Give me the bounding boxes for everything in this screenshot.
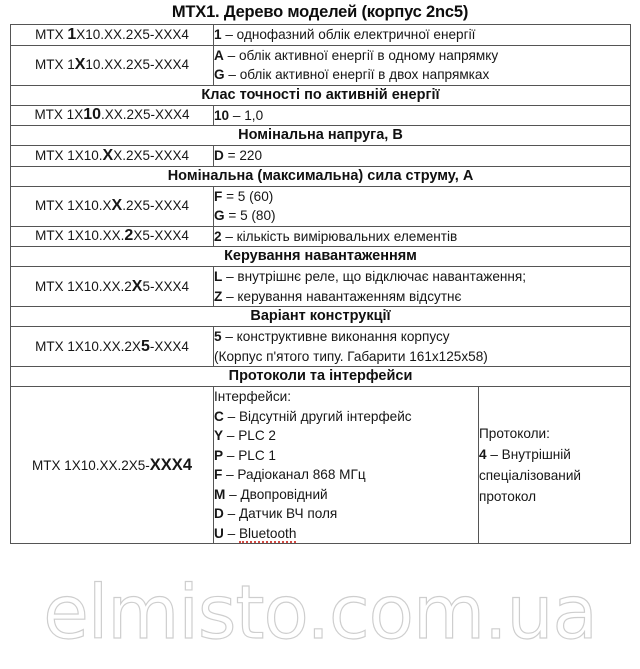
- section-header-row: [11, 166, 631, 186]
- option-key: A: [214, 47, 224, 63]
- description-line: [214, 227, 630, 247]
- option-text: – Відсутній другий інтерфейс: [223, 408, 412, 424]
- model-code-cell: [11, 267, 214, 307]
- table-row: [11, 226, 631, 247]
- code-suffix: X.2X5-XXX4: [113, 147, 189, 163]
- option-text: – однофазний облік електричної енергії: [221, 27, 476, 42]
- option-key: 2: [214, 228, 222, 244]
- description-line: [214, 146, 630, 166]
- protocols-interfaces-row: [11, 387, 631, 544]
- code-suffix: X5-XXX4: [133, 228, 189, 244]
- section-header-row: [11, 247, 631, 267]
- option-key: Y: [214, 428, 224, 443]
- code-highlight: XXX4: [149, 455, 192, 474]
- interface-option: [214, 426, 478, 446]
- model-code-cell: [11, 25, 214, 46]
- model-code-cell: [11, 105, 214, 126]
- page-title: MTX1. Дерево моделей (корпус 2nc5): [171, 3, 469, 21]
- option-key: 1: [214, 27, 222, 42]
- description-line: [214, 267, 630, 287]
- option-text: = 5 (60): [222, 188, 274, 204]
- option-text: – Датчик ВЧ поля: [223, 506, 338, 521]
- option-text: = 220: [223, 148, 263, 163]
- table-row: [11, 186, 631, 226]
- description-line: [214, 106, 630, 126]
- option-key: F: [214, 188, 223, 204]
- model-code-cell: [11, 146, 214, 167]
- option-text: – Двопровідний: [225, 486, 328, 502]
- description-cell: [214, 186, 631, 226]
- section-header-label: Керування навантаженням: [11, 247, 631, 267]
- code-suffix: X10.XX.2X5-XXX4: [76, 26, 189, 42]
- code-suffix: 10.XX.2X5-XXX4: [85, 57, 189, 72]
- option-text: – облік активної енергії в двох напрямках: [224, 67, 490, 82]
- code-suffix: 5-XXX4: [142, 278, 189, 294]
- code-prefix: МТХ 1X10.XX.: [35, 228, 125, 244]
- option-text: – PLC 1: [223, 447, 276, 463]
- table-row: [11, 45, 631, 85]
- option-text: (Корпус п'ятого типу. Габарити 161x125x58): [214, 348, 488, 364]
- description-cell: [214, 45, 631, 85]
- watermark: [0, 556, 640, 669]
- interface-option: [214, 524, 478, 544]
- code-suffix: .XX.2X5-XXX4: [101, 107, 190, 123]
- section-header-label: Протоколи та інтерфейси: [11, 367, 631, 387]
- option-key: 5: [214, 329, 222, 344]
- protocols-cell: [479, 387, 631, 544]
- option-text: = 5 (80): [224, 208, 276, 223]
- code-suffix: -XXX4: [149, 338, 189, 354]
- description-line: [214, 46, 630, 66]
- option-text: – внутрішнє реле, що відключає навантаження;: [222, 269, 527, 284]
- option-key: 10: [214, 107, 230, 123]
- code-prefix: МТХ 1X: [34, 107, 84, 123]
- option-text: – керування навантаженням відсутнє: [222, 288, 462, 304]
- code-prefix: МТХ 1X10.XX.2X: [35, 338, 141, 354]
- table-row: [11, 25, 631, 46]
- model-code-cell: [11, 45, 214, 85]
- section-header-row: [11, 307, 631, 327]
- description-line: [214, 347, 630, 367]
- option-key: G: [214, 67, 225, 82]
- model-code-cell: [11, 327, 214, 367]
- code-highlight: X: [111, 197, 123, 214]
- model-code-cell: [11, 387, 214, 544]
- option-text: – кількість вимірювальних елементів: [221, 228, 458, 244]
- protocol-option: [479, 444, 630, 465]
- model-code-cell: [11, 186, 214, 226]
- code-prefix: МТХ 1X10.: [35, 147, 103, 163]
- option-key: Z: [214, 288, 223, 304]
- option-text: – Внутрішній: [486, 447, 571, 462]
- code-prefix: МТХ 1X10.X: [35, 198, 112, 213]
- description-line: [214, 206, 630, 226]
- option-key: F: [214, 467, 223, 482]
- code-highlight: 2: [124, 227, 134, 245]
- interfaces-cell: [214, 387, 479, 544]
- description-line: [214, 327, 630, 347]
- description-cell: [214, 105, 631, 126]
- code-highlight: 1: [67, 25, 77, 43]
- protocol-option: [479, 486, 630, 507]
- option-key: C: [214, 408, 224, 424]
- interface-option: [214, 485, 478, 505]
- interfaces-heading: Інтерфейси:: [214, 389, 291, 404]
- table-row: [11, 146, 631, 167]
- table-row: [11, 267, 631, 307]
- code-highlight: X: [74, 56, 86, 73]
- option-text: – облік активної енергії в одному напрямку: [223, 47, 499, 63]
- watermark-text: elmisto.com.ua: [43, 569, 597, 656]
- section-header-row: [11, 85, 631, 105]
- protocol-option: [479, 465, 630, 486]
- code-prefix: МТХ: [35, 26, 68, 42]
- interface-option: [214, 407, 478, 427]
- description-line: [214, 25, 630, 45]
- interface-option: [214, 465, 478, 485]
- code-highlight: X: [131, 277, 143, 295]
- option-key: G: [214, 208, 225, 223]
- option-key: P: [214, 447, 224, 463]
- section-header-label: Клас точності по активній енергії: [11, 85, 631, 105]
- code-prefix: МТХ 1X10.XX.2X5-: [31, 457, 150, 473]
- option-text: – конструктивне виконання корпусу: [221, 329, 450, 344]
- description-cell: [214, 267, 631, 307]
- description-line: [214, 287, 630, 307]
- option-text: – PLC 2: [223, 428, 276, 443]
- option-key: 4: [479, 447, 487, 462]
- section-header-label: Варіант конструкції: [11, 307, 631, 327]
- code-highlight: X: [102, 146, 114, 164]
- code-highlight: 10: [83, 106, 101, 124]
- code-prefix: МТХ 1: [34, 57, 75, 72]
- section-header-label: Номінальна (максимальна) сила струму, А: [11, 166, 631, 186]
- spellcheck-underline: Bluetooth: [238, 525, 297, 541]
- option-key: D: [214, 506, 224, 521]
- code-highlight: 5: [140, 337, 150, 355]
- code-prefix: МТХ 1X10.XX.2: [35, 278, 132, 294]
- description-cell: [214, 327, 631, 367]
- description-cell: [214, 25, 631, 46]
- option-text: – 1,0: [229, 107, 264, 123]
- interface-option: [214, 504, 478, 524]
- model-code-cell: [11, 226, 214, 247]
- description-cell: [214, 226, 631, 247]
- protocols-heading: Протоколи:: [479, 426, 550, 441]
- option-key: M: [214, 486, 226, 502]
- description-line: [214, 187, 630, 207]
- description-line: [214, 65, 630, 85]
- description-cell: [214, 146, 631, 167]
- option-text: протокол: [479, 489, 537, 504]
- model-tree-table: [10, 24, 631, 544]
- section-header-row: [11, 126, 631, 146]
- section-header-label: Номінальна напруга, В: [11, 126, 631, 146]
- option-key: U: [214, 525, 224, 541]
- table-row: [11, 327, 631, 367]
- option-key: L: [214, 269, 223, 284]
- interface-option: [214, 446, 478, 466]
- table-row: [11, 105, 631, 126]
- section-header-row: [11, 367, 631, 387]
- option-key: D: [214, 148, 224, 163]
- option-text: спеціалізований: [479, 468, 581, 483]
- option-text: – Bluetooth: [223, 525, 297, 541]
- code-suffix: .2X5-XXX4: [122, 198, 189, 213]
- option-text: – Радіоканал 868 МГц: [222, 467, 366, 482]
